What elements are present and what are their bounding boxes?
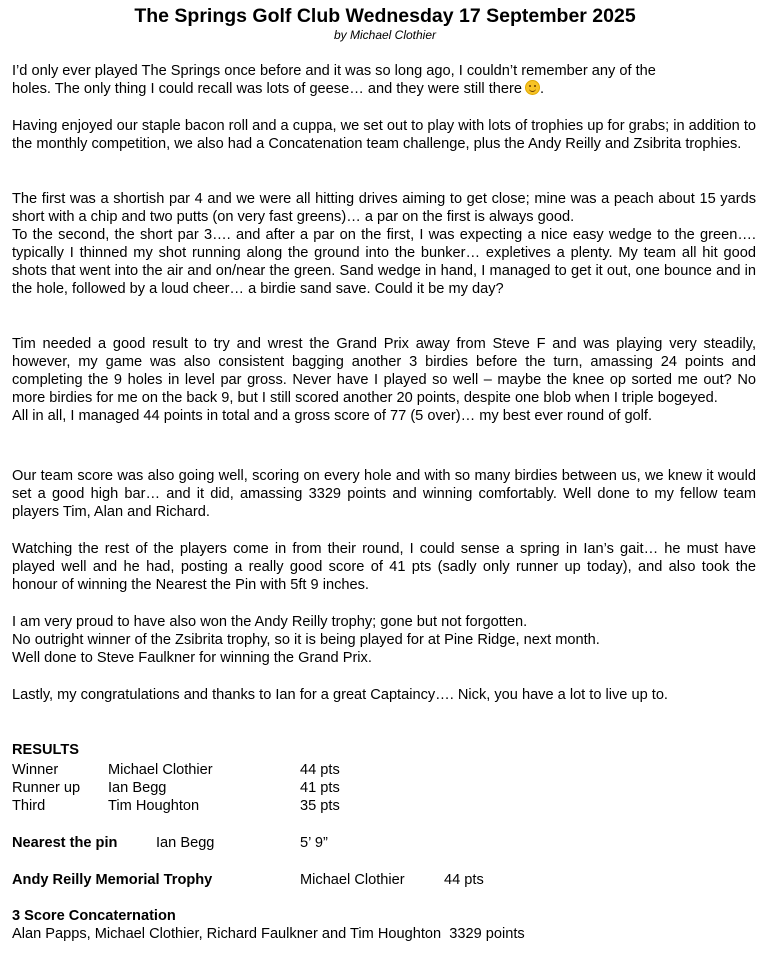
paragraph-2: Having enjoyed our staple bacon roll and a cuppa, we set out to play with lots of trophies up for grabs; in addition to the monthly competition, we also had a Concatenation team challenge, plus the Andy Reilly and Zsibrita trophies.	[12, 118, 756, 152]
andy-reilly-label: Andy Reilly Memorial Trophy	[12, 872, 213, 888]
concatenation-label: 3 Score Concaternation	[12, 908, 176, 924]
results-position: Winner	[12, 762, 59, 778]
paragraph-7	[12, 613, 756, 667]
paragraph-4a: Tim needed a good result to try and wrest the Grand Prix away from Steve F and was playing very steadily, however, my game was also consistent bagging another 3 birdies before the turn, amassing 24 points and completing the 9 holes in level par gross. Never have I played so well – maybe the knee op sorted me out? No more birdies for me on the back 9, but I still scored another 20 points, despite one blob when I triple bogeyed.	[12, 336, 756, 406]
concatenation-players-names: Alan Papps, Michael Clothier, Richard Faulkner and Tim Houghton	[12, 926, 442, 942]
paragraph-1-line-1: I’d only ever played The Springs once before and it was so long ago, I couldn’t remember any of the	[12, 63, 656, 79]
paragraph-1	[12, 62, 756, 98]
paragraph-8: Lastly, my congratulations and thanks to Ian for a great Captaincy…. Nick, you have a lot to live up to.	[12, 687, 668, 703]
paragraph-3a: The first was a shortish par 4 and we were all hitting drives aiming to get close; mine was a peach about 15 yards short with a chip and two putts (on very fast greens)… a par on the first is always good.	[12, 191, 756, 225]
concatenation-score: 3329 points	[449, 926, 525, 942]
results-score: 41 pts	[300, 780, 340, 796]
paragraph-3	[12, 190, 756, 298]
nearest-pin-name: Ian Begg	[156, 835, 215, 851]
page-title: The Springs Golf Club Wednesday 17 September 2025	[134, 5, 636, 27]
paragraph-7-line-1: I am very proud to have also won the Andy Reilly trophy; gone but not forgotten.	[12, 614, 528, 630]
andy-reilly-score: 44 pts	[444, 872, 484, 888]
paragraph-4b: All in all, I managed 44 points in total and a gross score of 77 (5 over)… my best ever round of golf.	[12, 408, 653, 424]
concatenation-players	[12, 925, 525, 943]
paragraph-7-line-3: Well done to Steve Faulkner for winning the Grand Prix.	[12, 650, 372, 666]
paragraph-7-line-2: No outright winner of the Zsibrita trophy, so it is being played for at Pine Ridge, next month.	[12, 632, 600, 648]
results-name: Michael Clothier	[108, 762, 213, 778]
nearest-pin-label: Nearest the pin	[12, 835, 118, 851]
byline: by Michael Clothier	[333, 28, 437, 42]
paragraph-3b: To the second, the short par 3…. and after a par on the first, I was expecting a nice easy wedge to the green…. typically I thinned my shot running along the ground into the bunker… expletives a plenty. My team all hit good shots that went into the air and on/near the green. Sand wedge in hand, I managed to get it out, one bounce and in the hole, followed by a loud cheer… a birdie sand save. Could it be my day?	[12, 227, 756, 297]
results-heading: RESULTS	[12, 742, 80, 758]
paragraph-5: Our team score was also going well, scoring on every hole and with so many birdies between us, we knew it would set a good high bar… and it did, amassing 3329 points and winning comfortably. Well done to my fellow team players Tim, Alan and Richard.	[12, 468, 756, 520]
results-score: 35 pts	[300, 798, 340, 814]
paragraph-6: Watching the rest of the players come in from their round, I could sense a spring in Ian’s gait… he must have played well and he had, posting a really good score of 41 pts (sadly only runner up today), and also took the honour of winning the Nearest the Pin with 5ft 9 inches.	[12, 541, 756, 593]
results-name: Ian Begg	[108, 780, 167, 796]
smiling-face-icon	[525, 80, 540, 95]
results-position: Runner up	[12, 780, 81, 796]
results-name: Tim Houghton	[108, 798, 200, 814]
results-score: 44 pts	[300, 762, 340, 778]
paragraph-1-line-2: holes. The only thing I could recall was lots of geese… and they were still there	[12, 81, 522, 97]
paragraph-4	[12, 335, 756, 425]
andy-reilly-name: Michael Clothier	[300, 872, 405, 888]
results-position: Third	[12, 798, 46, 814]
paragraph-1-end: .	[539, 81, 545, 97]
nearest-pin-distance: 5’ 9”	[300, 835, 328, 851]
